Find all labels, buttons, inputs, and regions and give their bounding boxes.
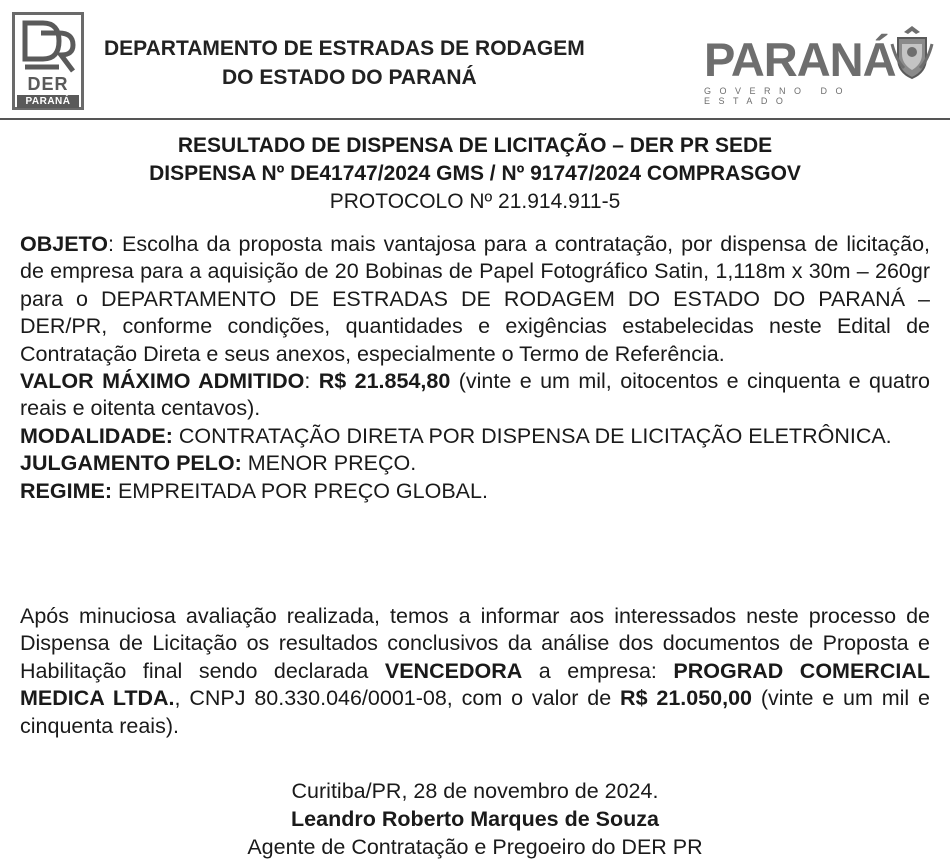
vencedora-label: VENCEDORA: [384, 658, 523, 683]
signature-block: [0, 777, 950, 861]
place-date: Curitiba/PR, 28 de novembro de 2024.: [291, 779, 659, 803]
objeto-label: OBJETO: [20, 232, 109, 256]
julgamento-paragraph: [20, 450, 930, 477]
title-line-2: DISPENSA Nº DE41747/2024 GMS / Nº 91747/2024 COMPRASGOV: [149, 162, 801, 185]
valor-amount: R$ 21.854,80: [318, 369, 451, 394]
resultado-text-4: (vinte e um mil e cinquenta reais).: [20, 686, 930, 738]
resultado-text-3: , CNPJ 80.330.046/0001-08, com o valor de: [174, 686, 621, 711]
julgamento-text: MENOR PREÇO.: [241, 451, 417, 476]
resultado-text-2: a empresa:: [522, 658, 674, 683]
signatory-role: Agente de Contratação e Pregoeiro do DER PR: [247, 835, 703, 859]
org-line-1: DEPARTAMENTO DE ESTRADAS DE RODAGEM: [104, 37, 585, 60]
regime-label: REGIME:: [20, 478, 112, 503]
modalidade-label: MODALIDADE:: [20, 423, 173, 448]
parana-logo-subtitle: GOVERNO DO ESTADO: [704, 86, 852, 106]
resultado-text-1: Após minuciosa avaliação realizada, temos a informar aos interessados neste processo de Dispensa de Licitação os resultados conclusivos da análise dos documentos de Proposta e Habilitação final sendo declarada: [20, 604, 930, 683]
regime-paragraph: [20, 478, 930, 505]
winning-company: PROGRAD COMERCIAL MEDICA LTDA.: [20, 658, 930, 711]
objeto-text: : Escolha da proposta mais vantajosa para a contratação, por dispensa de licitação, de empresa para a aquisição de 20 Bobinas de Papel Fotográfico Satin, 1,118m x 30m – 260gr para o DEPARTAMENTO DE ESTRADAS DE RODAGEM DO ESTADO DO PARANÁ – DER/PR, conforme condições, quantidades e exigências estabelecidas neste Edital de Contratação Direta e seus anexos, especialmente o Termo de Referência.: [20, 232, 930, 366]
julgamento-label: JULGAMENTO PELO:: [20, 451, 242, 476]
protocol-number: PROTOCOLO Nº 21.914.911-5: [329, 190, 621, 213]
valor-paragraph: [20, 368, 930, 423]
modalidade-text: CONTRATAÇÃO DIRETA POR DISPENSA DE LICITAÇÃO ELETRÔNICA.: [172, 423, 892, 448]
parana-government-logo: [700, 20, 940, 106]
valor-separator: :: [304, 369, 319, 394]
der-logo-state: PARANÁ: [17, 95, 79, 108]
valor-text: (vinte e um mil, oitocentos e cinquenta e quatro reais e oitenta centavos).: [20, 369, 930, 421]
der-monogram-icon: [19, 19, 77, 75]
org-line-2: DO ESTADO DO PARANÁ: [222, 66, 477, 89]
resultado-paragraph: [20, 603, 930, 740]
parana-logo-name: PARANÁ: [704, 33, 896, 86]
parana-crest-icon: [890, 24, 934, 80]
document-title: [0, 132, 950, 216]
der-logo-text: DER: [27, 74, 69, 94]
valor-label: VALOR MÁXIMO ADMITIDO: [20, 369, 305, 394]
modalidade-paragraph: [20, 423, 930, 450]
objeto-paragraph: [20, 231, 930, 368]
signatory-name: Leandro Roberto Marques de Souza: [291, 807, 659, 831]
title-line-1: RESULTADO DE DISPENSA DE LICITAÇÃO – DER PR SEDE: [177, 134, 773, 157]
document-header: [0, 0, 950, 120]
organization-name: [104, 34, 694, 92]
der-logo: [12, 12, 84, 110]
regime-text: EMPREITADA POR PREÇO GLOBAL.: [111, 478, 488, 503]
dispensa-details: [20, 231, 930, 505]
winning-amount: R$ 21.050,00: [620, 686, 753, 711]
